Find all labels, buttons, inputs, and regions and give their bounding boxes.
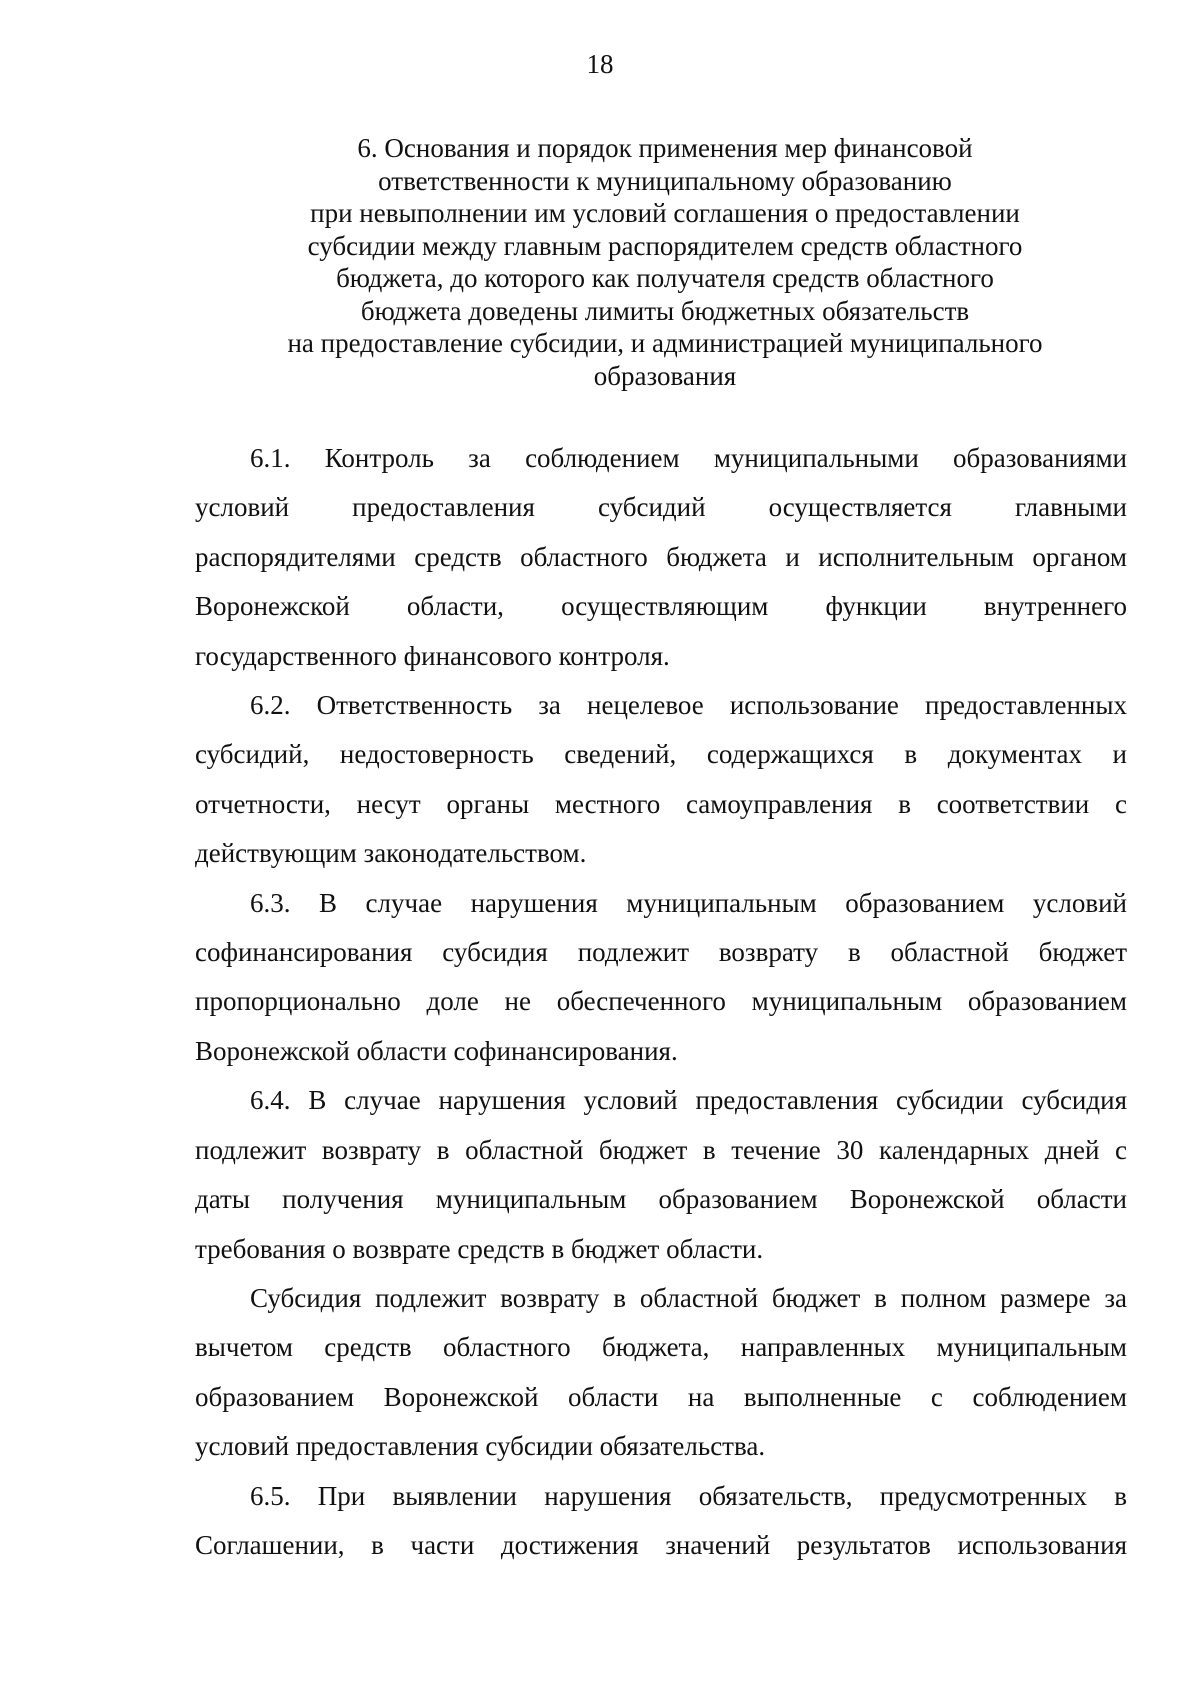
paragraph-subsidy-return <box>195 1274 1127 1472</box>
text-line: отчетности, несут органы местного самоуправления в соответствии с <box>195 788 1127 819</box>
text-line: софинансирования субсидия подлежит возврату в областной бюджет <box>195 937 1127 968</box>
paragraph-6-2 <box>195 681 1127 879</box>
text-line: 6.5. При выявлении нарушения обязательств, предусмотренных в <box>250 1480 1127 1511</box>
text-line: условий предоставления субсидии обязательства. <box>195 1431 766 1462</box>
section-title-line: при невыполнении им условий соглашения о предоставлении <box>310 198 1020 228</box>
page-number: 18 <box>586 49 614 79</box>
text-line: пропорционально доле не обеспеченного муниципальным образованием <box>195 986 1127 1017</box>
text-line: распорядителями средств областного бюджета и исполнительным органом <box>195 541 1127 572</box>
text-line: требования о возврате средств в бюджет области. <box>195 1233 764 1264</box>
text-line: Соглашении, в части достижения значений результатов использования <box>195 1529 1127 1560</box>
text-line: 6.2. Ответственность за нецелевое использование предоставленных <box>250 690 1127 721</box>
text-line: субсидий, недостоверность сведений, содержащихся в документах и <box>195 739 1127 770</box>
text-line: 6.3. В случае нарушения муниципальным образованием условий <box>250 887 1127 918</box>
section-title-line: образования <box>593 360 737 391</box>
section-title-line: на предоставление субсидии, и администрацией муниципального <box>287 328 1043 358</box>
text-line: государственного финансового контроля. <box>195 640 670 671</box>
text-line: 6.1. Контроль за соблюдением муниципальными образованиями <box>250 443 1127 473</box>
text-line: даты получения муниципальным образованием Воронежской области <box>195 1184 1127 1215</box>
section-title <box>260 132 1070 392</box>
paragraph-6-1 <box>195 434 1127 681</box>
paragraph-6-5 <box>195 1472 1127 1571</box>
text-line: образованием Воронежской области на выполненные с соблюдением <box>195 1381 1127 1412</box>
text-line: действующим законодательством. <box>195 838 587 869</box>
section-title-line: субсидии между главным распорядителем средств областного <box>307 230 1023 261</box>
section-title-line: бюджета, до которого как получателя средств областного <box>336 263 994 293</box>
section-title-line: бюджета доведены лимиты бюджетных обязательств <box>360 295 970 326</box>
text-line: вычетом средств областного бюджета, направленных муниципальным <box>195 1332 1127 1363</box>
document-body <box>195 434 1127 1570</box>
text-line: подлежит возврату в областной бюджет в течение 30 календарных дней с <box>195 1134 1127 1165</box>
paragraph-6-3 <box>195 879 1127 1077</box>
text-line: Воронежской области софинансирования. <box>195 1035 678 1066</box>
section-title-line: ответственности к муниципальному образованию <box>378 165 952 196</box>
text-line: Субсидия подлежит возврату в областной бюджет в полном размере за <box>250 1282 1127 1313</box>
section-title-line: 6. Основания и порядок применения мер финансовой <box>357 133 973 163</box>
text-line: Воронежской области, осуществляющим функции внутреннего <box>195 591 1127 622</box>
text-line: 6.4. В случае нарушения условий предоставления субсидии субсидия <box>250 1085 1127 1116</box>
paragraph-6-4 <box>195 1076 1127 1274</box>
text-line: условий предоставления субсидий осуществляется главными <box>195 492 1127 523</box>
